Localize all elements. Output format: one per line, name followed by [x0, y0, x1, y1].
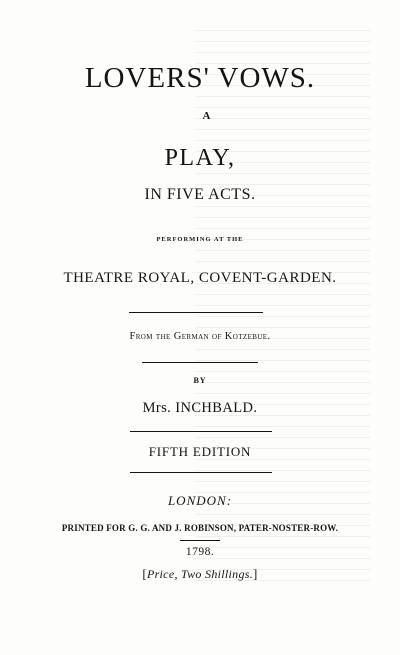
price-bracket-close: ] — [253, 566, 258, 581]
acts-heading: IN FIVE ACTS. — [144, 186, 256, 203]
edition-text: FIFTH EDITION — [148, 444, 252, 459]
imprint-city: LONDON: — [167, 493, 233, 508]
price-bracket-open: [ — [142, 566, 147, 581]
rule-above-edition — [130, 431, 272, 432]
imprint-year: 1798. — [185, 546, 215, 558]
author-name: Mrs. INCHBALD. — [142, 400, 258, 416]
performing-at-text: PERFORMING AT THE — [156, 236, 244, 243]
imprint-printer: PRINTED FOR G. G. AND J. ROBINSON, PATER-NOSTER-ROW. — [61, 523, 339, 533]
article-a: A — [202, 110, 212, 122]
rule-short-divider — [142, 362, 258, 363]
play-title: LOVERS' VOWS. — [84, 62, 316, 94]
rule-upper — [129, 312, 263, 313]
source-note: From the German of Kotzebue. — [129, 331, 271, 342]
rule-tiny — [180, 540, 220, 541]
price-line — [0, 566, 400, 582]
genre-heading: PLAY, — [164, 145, 236, 171]
theatre-heading: THEATRE ROYAL, COVENT-GARDEN. — [63, 270, 337, 286]
price-text: Price, Two Shillings. — [146, 567, 254, 581]
rule-below-edition — [130, 472, 272, 473]
by-text: BY — [193, 376, 207, 385]
